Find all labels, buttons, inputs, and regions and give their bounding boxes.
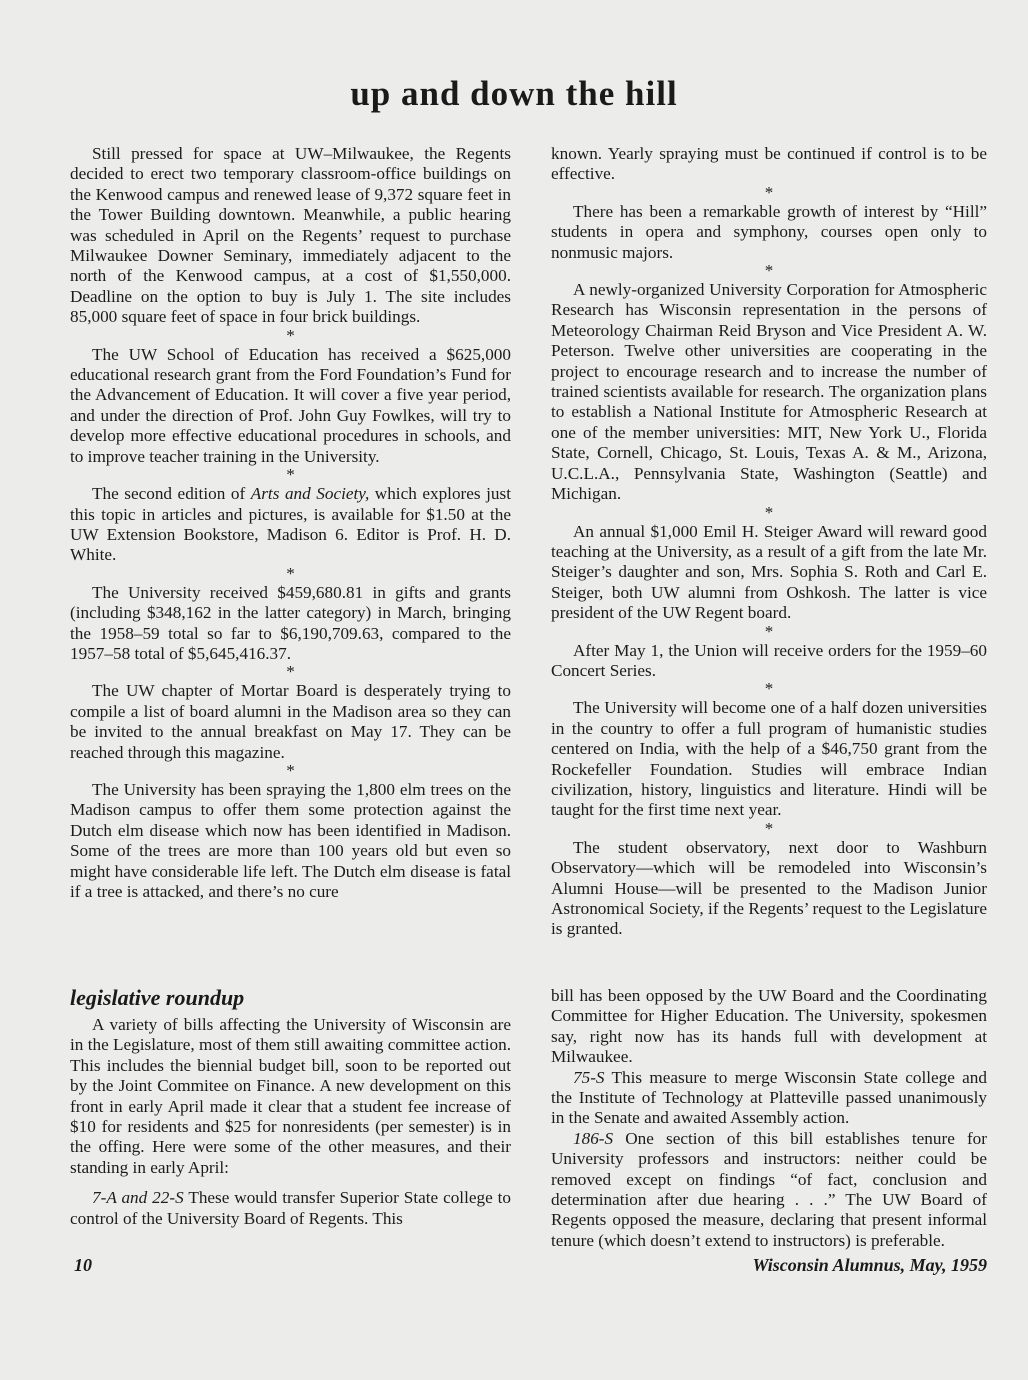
separator-star: * — [286, 325, 295, 345]
news-item: The University will become one of a half dozen universities in the country to offer a full program of humanistic studies centered on India, with the help of a $46,750 grant from the Rockefeller Foundation. Studies will embrace Indian civilization, history, linguistics and literature. Hindi will be taught for the first time next year. — [551, 698, 987, 820]
news-item-continued: known. Yearly spraying must be continued if control is to be effective. — [551, 144, 987, 184]
separator-star: * — [286, 563, 295, 583]
page-title: up and down the hill — [350, 74, 678, 113]
bill-id: 186-S — [573, 1128, 614, 1148]
bill-item: 7-A and 22-S These would transfer Superior State college to control of the University Board of Regents. This — [70, 1188, 512, 1228]
separator-star: * — [764, 818, 774, 838]
news-item: The University has been spraying the 1,800 elm trees on the Madison campus to offer them some protection against the Dutch elm disease which now has been identified in Madison. Some of the trees are more than 100 years old but even so might have considerable life left. The Dutch elm disease is fatal if a tree is attacked, and there’s no cure — [70, 779, 511, 901]
news-item: An annual $1,000 Emil H. Steiger Award will reward good teaching at the University, as a result of a gift from the late Mr. Steiger’s daughter and son, Mrs. Sophia S. Roth and Carl E. Steiger, both UW alumni from Oshkosh. The latter is vice president of the UW Regent board. — [551, 521, 987, 623]
separator-star: * — [764, 182, 774, 202]
news-item: After May 1, the Union will receive orders for the 1959–60 Concert Series. — [551, 640, 987, 680]
bill-item: 186-S One section of this bill establishes tenure for University professors and instructors: neither could be removed except on findings “of fact, conclusion and determination after due hearing . . .” The UW Board of Regents opposed the measure, declaring that present informal tenure (which doesn’t extend to instructors) is preferable. — [551, 1128, 987, 1250]
separator-star: * — [764, 679, 774, 699]
bill-item: 75-S This measure to merge Wisconsin State college and the Institute of Technology at Platteville passed unanimously in the Senate and awaited Assembly action. — [551, 1067, 987, 1128]
bill-item-continued: bill has been opposed by the UW Board and the Coordinating Committee for Higher Education. The University, spokesmen say, right now has its hands full with development at Milwaukee. — [551, 986, 987, 1067]
news-item: Still pressed for space at UW–Milwaukee, the Regents decided to erect two temporary classroom-office buildings on the Kenwood campus and renewed lease of 9,372 square feet in the Tower Building downtown. Meanwhile, a public hearing was scheduled in April on the Regents’ request to purchase Milwaukee Downer Seminary, immediately adjacent to the north of the Kenwood campus, at a cost of $1,550,000. Deadline on the option to buy is July 1. The site includes 85,000 square feet of space in four brick buildings. — [70, 144, 511, 327]
news-item: The student observatory, next door to Washburn Observatory—which will be remodeled into Wisconsin’s Alumni House—will be presented to the Madison Junior Astronomical Society, if the Regents’ request to the Legislature is granted. — [551, 837, 987, 939]
separator-star: * — [764, 621, 774, 641]
publication-footer: Wisconsin Alumnus, May, 1959 — [752, 1255, 987, 1275]
bill-id: 75-S — [573, 1067, 605, 1087]
publication-title: Arts and Society, — [250, 484, 370, 504]
news-item: There has been a remarkable growth of interest by “Hill” students in opera and symphony, courses open only to nonmusic majors. — [551, 201, 987, 262]
bill-id: 7-A and 22-S — [92, 1188, 184, 1208]
separator-star: * — [286, 465, 295, 485]
separator-star: * — [286, 662, 295, 682]
separator-star: * — [764, 502, 774, 522]
news-item: The UW chapter of Mortar Board is desperately trying to compile a list of board alumni in the Madison area so they can be invited to the annual breakfast on May 17. They can be reached through this magazine. — [70, 681, 511, 762]
news-item: The University received $459,680.81 in gifts and grants (including $348,162 in the latter category) in March, bringing the 1958–59 total so far to $6,190,709.63, compared to the 1957–58 total of $5,645,416.37. — [70, 582, 511, 663]
news-column-right — [551, 144, 987, 940]
legislative-intro: A variety of bills affecting the University of Wisconsin are in the Legislature, most of them still awaiting committee action. This includes the biennial budget bill, soon to be reported out by the Joint Commitee on Finance. A new development on this front in early April made it clear that a student fee increase of $10 for residents and $25 for nonresidents (per semester) is in the offing. Here were some of the other measures, and their standing in early April: — [70, 1015, 511, 1177]
news-item: The second edition of Arts and Society, which explores just this topic in articles and pictures, is available for $1.50 at the UW Extension Bookstore, Madison 6. Editor is Prof. H. D. White. — [70, 484, 511, 565]
section-heading: legislative roundup — [70, 985, 245, 1010]
legislative-column-right — [551, 986, 987, 1251]
news-column-left — [70, 144, 511, 902]
separator-star: * — [286, 760, 295, 780]
page-number: 10 — [74, 1255, 92, 1275]
legislative-column-left — [70, 1015, 511, 1229]
news-item: The UW School of Education has received a $625,000 educational research grant from the Ford Foundation’s Fund for the Advancement of Education. It will cover a five year period, and under the direction of Prof. John Guy Fowlkes, will try to develop more effective educational procedures in schools, and to improve teacher training in the University. — [70, 344, 511, 466]
separator-star: * — [764, 261, 774, 281]
news-item: A newly-organized University Corporation for Atmospheric Research has Wisconsin representation in the persons of Meteorology Chairman Reid Bryson and Vice President A. W. Peterson. Twelve other universities are cooperating in the project to encourage research and to increase the number of trained scientists available for research. The organization plans to establish a National Institute for Atmospheric Research at one of the member universities: MIT, New York U., Florida State, Cornell, Chicago, St. Louis, Texas A. & M., Arizona, U.C.L.A., Pennsylvania State, Washington (Seattle) and Michigan. — [551, 280, 987, 504]
